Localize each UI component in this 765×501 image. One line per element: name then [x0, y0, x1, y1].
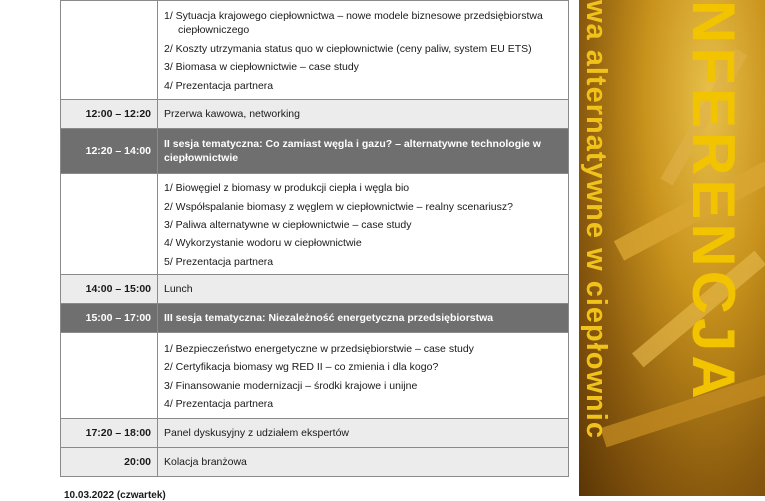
- agenda-row-session1-topics: [61, 1, 569, 100]
- list-item: 4/ Prezentacja partnera: [164, 398, 274, 411]
- list-item: 2/ Koszty utrzymania status quo w ciepłownictwie (ceny paliw, system EU ETS): [164, 42, 532, 55]
- list-item: 1/ Biowęgiel z biomasy w produkcji ciepła i węgla bio: [164, 182, 410, 195]
- agenda-row-lunch: [61, 275, 569, 304]
- time-cell-empty: [61, 174, 158, 275]
- list-item: 2/ Certyfikacja biomasy wg RED II – co zmienia i dla kogo?: [164, 361, 439, 374]
- next-day-date: 10.03.2022 (czwartek): [64, 490, 166, 501]
- list-item: 3/ Paliwa alternatywne w ciepłownictwie – case study: [164, 219, 412, 231]
- agenda-row-session3-topics: [61, 333, 569, 419]
- session2-title: II sesja tematyczna: Co zamiast węgla i gazu? – alternatywne technologie w ciepłownictwie: [158, 129, 569, 174]
- session2-time: 12:20 – 14:00: [61, 129, 158, 174]
- panel-label: Panel dyskusyjny z udziałem ekspertów: [158, 419, 569, 448]
- lunch-time: 14:00 – 15:00: [61, 275, 158, 304]
- conference-banner-image: [579, 0, 765, 496]
- time-cell-empty: [61, 1, 158, 100]
- session1-topic-list: [158, 1, 569, 100]
- break-label: Przerwa kawowa, networking: [158, 100, 569, 129]
- list-item: 3/ Biomasa w ciepłownictwie – case study: [164, 61, 359, 74]
- agenda-row-dinner: [61, 448, 569, 477]
- list-item: 1/ Sytuacja krajowego ciepłownictwa – nowe modele biznesowe przedsiębiorstwa ciepłowniczego: [164, 10, 543, 37]
- list-item: 5/ Prezentacja partnera: [164, 255, 274, 268]
- break-time: 12:00 – 12:20: [61, 100, 158, 129]
- list-item: 4/ Prezentacja partnera: [164, 79, 274, 92]
- agenda-row-session2-topics: [61, 174, 569, 275]
- session3-topic-list: [158, 333, 569, 419]
- dinner-label: Kolacja branżowa: [158, 448, 569, 477]
- list-item: 2/ Współspalanie biomasy z węglem w ciepłownictwie – realny scenariusz?: [164, 200, 513, 213]
- session3-time: 15:00 – 17:00: [61, 304, 158, 333]
- list-item: 4/ Wykorzystanie wodoru w ciepłownictwie: [164, 237, 362, 250]
- agenda-row-panel: [61, 419, 569, 448]
- session2-topic-list: [158, 174, 569, 275]
- banner-subtitle: wa alternatywne w ciepłownic: [580, 0, 612, 439]
- dinner-time: 20:00: [61, 448, 158, 477]
- list-item: 1/ Bezpieczeństwo energetyczne w przedsiębiorstwie – case study: [164, 342, 474, 355]
- time-cell-empty: [61, 333, 158, 419]
- banner-title: NFERENCJA: [680, 0, 747, 403]
- agenda-table: [60, 0, 569, 477]
- agenda-row-break: [61, 100, 569, 129]
- agenda-row-session3: [61, 304, 569, 333]
- list-item: 3/ Finansowanie modernizacji – środki krajowe i unijne: [164, 379, 418, 392]
- lunch-label: Lunch: [158, 275, 569, 304]
- session3-title: III sesja tematyczna: Niezależność energetyczna przedsiębiorstwa: [158, 304, 569, 333]
- agenda-row-session2: [61, 129, 569, 174]
- panel-time: 17:20 – 18:00: [61, 419, 158, 448]
